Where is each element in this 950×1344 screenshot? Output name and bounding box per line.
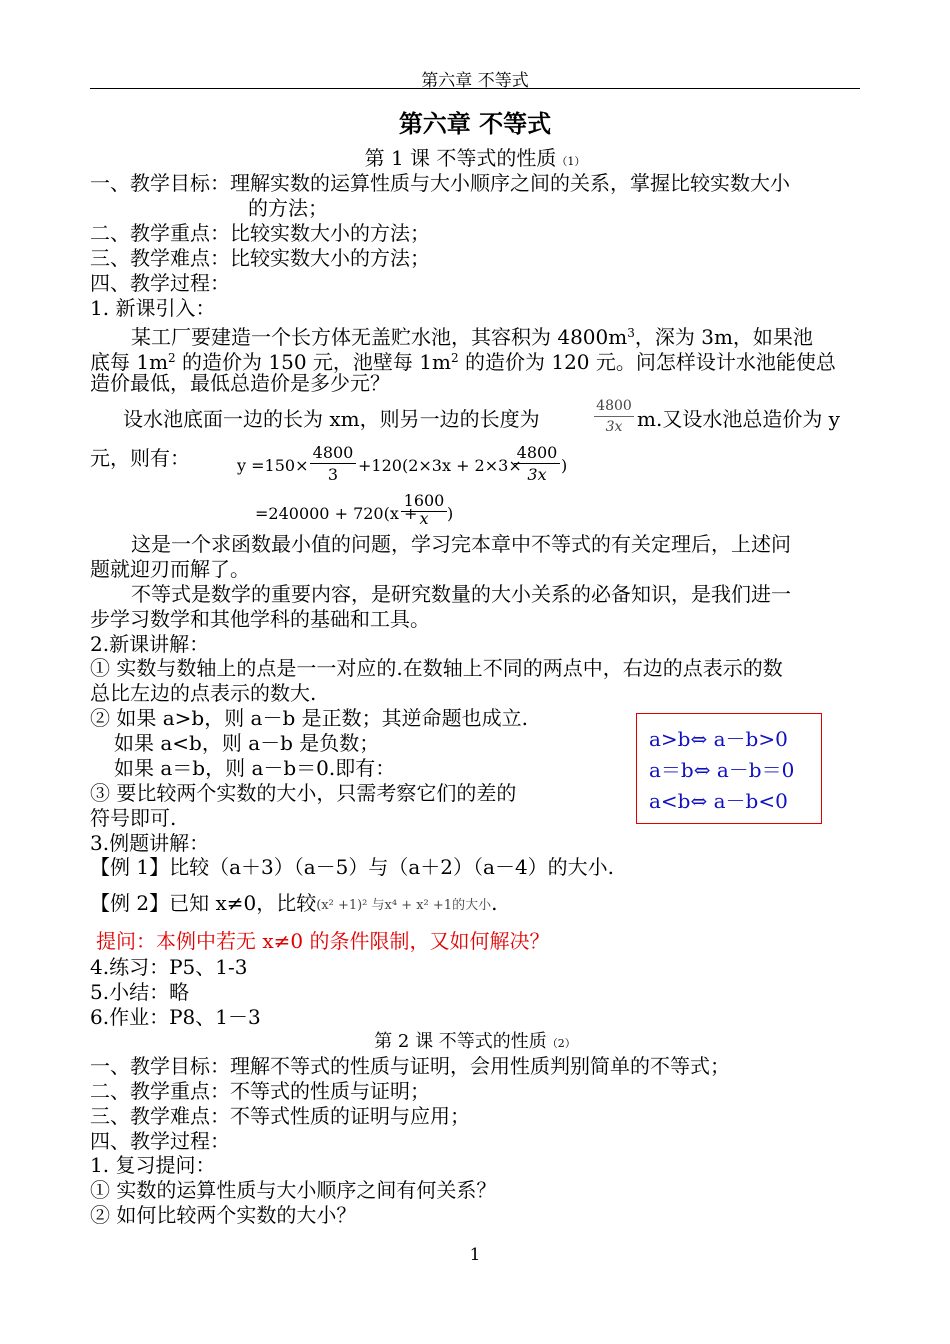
eq2-f-num: 1600	[401, 490, 447, 512]
lesson1-heading	[0, 146, 950, 174]
equation1-part-a: y =150×	[237, 456, 309, 475]
intro-p2-c: 的造价为 120 元。问怎样设计水池能使总	[458, 350, 836, 374]
lesson2-goal: 一、教学目标：理解不等式的性质与证明，会用性质判别简单的不等式；	[90, 1054, 730, 1078]
eq2-f-den: x	[419, 509, 429, 528]
intro-p2-sup2: 2	[450, 351, 459, 365]
lesson1-key: 二、教学重点：比较实数大小的方法；	[90, 221, 430, 245]
homework-line: 6.作业：P8、1－3	[90, 1005, 261, 1029]
setup-line-a: 设水池底面一边的长为 xm，则另一边的长度为	[123, 407, 540, 431]
lesson2-heading	[0, 1029, 950, 1056]
setup-frac-den: 3x	[605, 419, 623, 435]
box-line-1: a>b⇔ a－b>0	[649, 727, 788, 751]
eq1-fraction2	[514, 442, 560, 485]
question-prompt: 提问：本例中若无 x≠0 的条件限制，又如何解决？	[96, 929, 550, 953]
point1-line2: 总比左边的点表示的数大.	[90, 681, 317, 705]
header-rule	[90, 88, 860, 89]
lesson1-goal-line2: 的方法；	[248, 196, 328, 220]
then-label: 元，则有：	[90, 446, 190, 470]
para-importance-line1: 不等式是数学的重要内容，是研究数量的大小关系的必备知识，是我们进一	[131, 582, 791, 606]
point3-line2: 符号即可.	[90, 806, 177, 830]
example2-text: 【例 2】已知 x≠0，比较	[90, 891, 317, 915]
summary-line: 5.小结：略	[90, 980, 190, 1004]
equation2-part-a: =240000 + 720(x +	[255, 504, 418, 523]
intro-p2-sup1: 2	[168, 351, 176, 365]
para-importance-line2: 步学习数学和其他学科的基础和工具。	[90, 607, 430, 631]
setup-fraction	[594, 396, 634, 437]
lesson2-process: 四、教学过程：	[90, 1129, 230, 1153]
lesson1-process: 四、教学过程：	[90, 271, 230, 295]
lesson2-heading-note: （2）	[546, 1037, 576, 1050]
eq1-fraction1	[310, 442, 356, 485]
equation1-part-c: )	[561, 456, 568, 475]
setup-frac-num: 4800	[594, 396, 634, 417]
equation1-part-b: +120(2×3x + 2×3×	[358, 456, 522, 475]
page-number: 1	[469, 1245, 481, 1265]
lesson1-goal-line1: 一、教学目标：理解实数的运算性质与大小顺序之间的关系，掌握比较实数大小	[90, 171, 790, 195]
intro-p2-b: 的造价为 150 元，池壁每 1m	[175, 350, 451, 374]
intro-p1-a: 某工厂要建造一个长方体无盖贮水池，其容积为 4800m	[131, 325, 628, 349]
point2-line1: ② 如果 a>b，则 a－b 是正数；其逆命题也成立.	[90, 706, 528, 730]
lesson2-difficulty: 三、教学难点：不等式性质的证明与应用；	[90, 1104, 470, 1128]
eq1-f2-num: 4800	[514, 442, 560, 464]
intro-paragraph-line3: 造价最低，最低总造价是多少元？	[90, 371, 390, 395]
intro-p1-b: ，深为 3m，如果池	[634, 325, 813, 349]
lesson1-heading-note: （1）	[556, 155, 586, 168]
box-line-2: a＝b⇔ a－b＝0	[649, 758, 795, 782]
point1-line1: ① 实数与数轴上的点是一一对应的.在数轴上不同的两点中，右边的点表示的数	[90, 656, 783, 680]
box-line-3: a<b⇔ a－b<0	[649, 789, 788, 813]
practice-line: 4.练习：P5、1-3	[90, 955, 248, 979]
lesson2-key: 二、教学重点：不等式的性质与证明；	[90, 1079, 430, 1103]
eq2-fraction	[401, 490, 447, 526]
example2-end: .	[491, 891, 498, 915]
para-min-line1: 这是一个求函数最小值的问题，学习完本章中不等式的有关定理后，上述问	[131, 532, 791, 556]
eq1-f1-den: 3	[327, 465, 339, 484]
intro-p1-sup: 3	[627, 326, 635, 340]
lesson2-question-2: ② 如何比较两个实数的大小？	[90, 1203, 357, 1227]
example-2	[90, 891, 497, 918]
point2-line2: 如果 a<b，则 a－b 是负数；	[114, 731, 380, 755]
lesson2-review-label: 1. 复习提问：	[90, 1153, 216, 1177]
eq1-f2-den: 3x	[527, 465, 547, 484]
equation2-part-b: )	[447, 504, 454, 523]
para-min-line2: 题就迎刃而解了。	[90, 557, 250, 581]
lesson1-intro-label: 1. 新课引入：	[90, 296, 216, 320]
examples-label: 3.例题讲解：	[90, 831, 210, 855]
lesson1-heading-text: 第 1 课 不等式的性质	[364, 146, 557, 170]
lesson2-question-1: ① 实数的运算性质与大小顺序之间有何关系？	[90, 1178, 497, 1202]
point3-line1: ③ 要比较两个实数的大小，只需考察它们的差的	[90, 781, 517, 805]
point2-line3: 如果 a＝b，则 a－b＝0.即有：	[114, 756, 396, 780]
new-lesson-label: 2.新课讲解：	[90, 632, 210, 656]
lesson2-heading-text: 第 2 课 不等式的性质	[374, 1031, 547, 1052]
example2-math: (x² +1)² 与x⁴ + x² +1的大小	[316, 898, 492, 913]
setup-line-b: m.又设水池总造价为 y	[637, 407, 840, 431]
example-1: 【例 1】比较（a＋3）（a－5）与（a＋2）（a－4）的大小.	[90, 855, 615, 879]
eq1-f1-num: 4800	[310, 442, 356, 464]
intro-p2-a: 底每 1m	[90, 350, 169, 374]
chapter-title: 第六章 不等式	[398, 109, 552, 138]
running-header: 第六章 不等式	[421, 71, 529, 91]
lesson1-difficulty: 三、教学难点：比较实数大小的方法；	[90, 246, 430, 270]
